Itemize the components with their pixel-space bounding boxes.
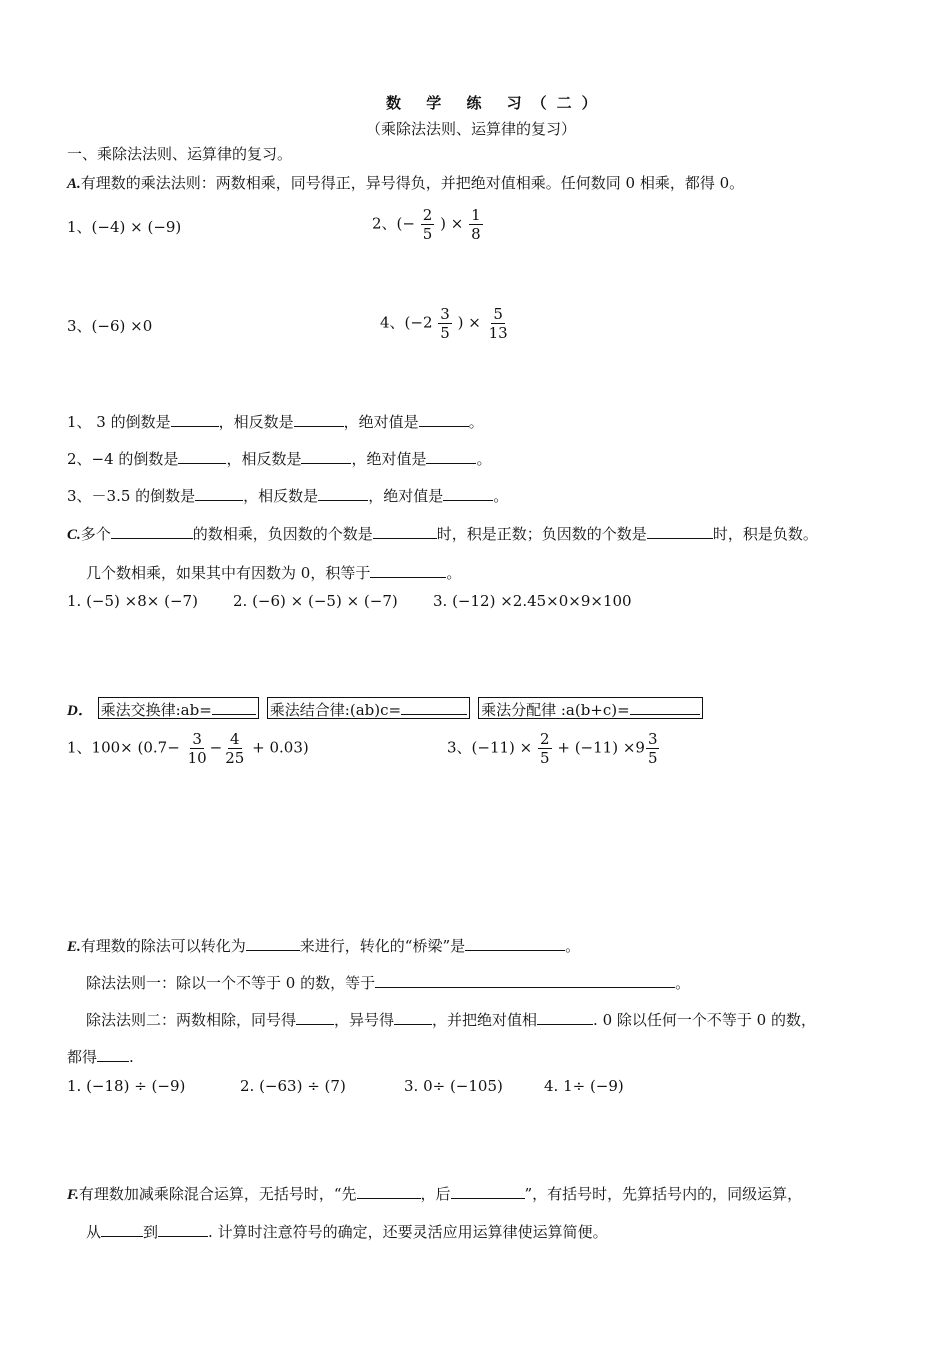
answer-blank[interactable] xyxy=(357,1182,421,1199)
section-heading: 一、乘除法法则、运算律的复习。 xyxy=(67,145,293,163)
text: 3、－3.5 的倒数是 xyxy=(67,487,196,505)
fraction xyxy=(469,206,483,243)
fraction xyxy=(421,206,435,243)
text: 有理数的除法可以转化为 xyxy=(80,937,246,955)
text: . 计算时注意符号的确定，还要灵活应用运算律使运算简便。 xyxy=(208,1223,608,1241)
label-d: D． xyxy=(67,703,93,719)
label-f: F. xyxy=(67,1187,79,1203)
denominator: 5 xyxy=(540,749,550,767)
text: 时，积是负数。 xyxy=(712,525,818,543)
answer-blank[interactable] xyxy=(158,1220,208,1237)
numerator: 3 xyxy=(192,730,202,748)
text: 乘法结合律:(ab)c= xyxy=(269,701,402,719)
text: ) × xyxy=(440,214,464,233)
question-b2 xyxy=(67,447,491,469)
answer-blank[interactable] xyxy=(419,410,469,427)
rule-f-line2 xyxy=(86,1220,608,1242)
numerator: 1 xyxy=(471,206,481,224)
text: 到 xyxy=(143,1223,159,1241)
text: 时，积是正数；负因数的个数是 xyxy=(436,525,647,543)
text: 。 xyxy=(675,974,691,992)
text: 除法法则一：除以一个不等于 0 的数，等于 xyxy=(86,974,376,992)
question-b1 xyxy=(67,410,484,432)
answer-blank[interactable] xyxy=(375,971,675,988)
numerator: 4 xyxy=(230,730,240,748)
problem-a3: 3、(−6) ×0 xyxy=(67,317,153,335)
answer-blank[interactable] xyxy=(97,1045,129,1062)
answer-blank[interactable] xyxy=(465,934,565,951)
answer-blank[interactable] xyxy=(401,698,467,715)
text: 1、 3 的倒数是 xyxy=(67,413,171,431)
rule-c-line1 xyxy=(67,522,818,545)
denominator: 5 xyxy=(647,749,658,767)
fraction xyxy=(438,305,452,342)
answer-blank[interactable] xyxy=(111,522,193,539)
text: 乘法分配律 :a(b+c)= xyxy=(481,701,630,719)
text: 几个数相乘，如果其中有因数为 0，积等于 xyxy=(86,564,371,582)
text: 都得 xyxy=(67,1048,98,1066)
text: ，相反数是 xyxy=(243,487,319,505)
answer-blank[interactable] xyxy=(443,484,493,501)
problem-a1: 1、(−4) × (−9) xyxy=(67,218,182,236)
rule-d xyxy=(67,697,711,721)
problem-d1 xyxy=(67,730,309,767)
text: 2、(− xyxy=(372,214,415,233)
text: 有理数加减乘除混合运算，无括号时，“先 xyxy=(78,1185,357,1203)
answer-blank[interactable] xyxy=(195,484,243,501)
text: ，绝对值是 xyxy=(368,487,444,505)
rule-a xyxy=(67,173,744,194)
text: ，并把绝对值相 xyxy=(432,1011,538,1029)
answer-blank[interactable] xyxy=(647,522,713,539)
problem-e4: 4. 1÷ (−9) xyxy=(544,1077,624,1095)
text: + 0.03) xyxy=(252,738,309,757)
answer-blank[interactable] xyxy=(451,1182,525,1199)
answer-blank[interactable] xyxy=(370,561,446,578)
text: − xyxy=(209,738,223,757)
label-a: A. xyxy=(67,176,81,192)
text: 4、(−2 xyxy=(380,313,433,332)
answer-blank[interactable] xyxy=(426,447,476,464)
text: 乘法交换律:ab= xyxy=(100,701,212,719)
text: ) × xyxy=(457,313,481,332)
problem-e1: 1. (−18) ÷ (−9) xyxy=(67,1077,186,1095)
fraction xyxy=(487,305,510,342)
numerator: 3 xyxy=(440,305,450,323)
problem-e2: 2. (−63) ÷ (7) xyxy=(240,1077,346,1095)
text: 。 xyxy=(468,413,484,431)
rule-e-line3 xyxy=(86,1008,816,1030)
text: + (−11) ×9 xyxy=(557,738,645,757)
text: ”，有括号时，先算括号内的，同级运算， xyxy=(524,1185,803,1203)
rule-e-line2 xyxy=(86,971,690,993)
rule-c-line2 xyxy=(86,561,461,583)
rule-e-line4 xyxy=(67,1045,134,1067)
denominator: 25 xyxy=(225,749,245,767)
answer-blank[interactable] xyxy=(537,1008,593,1025)
rule-e-line1 xyxy=(67,934,580,957)
text: 除法法则二：两数相除，同号得 xyxy=(86,1011,297,1029)
answer-blank[interactable] xyxy=(296,1008,334,1025)
text: ，绝对值是 xyxy=(343,413,419,431)
answer-blank[interactable] xyxy=(394,1008,432,1025)
rule-a-text: 有理数的乘法法则：两数相乘，同号得正，异号得负，并把绝对值相乘。任何数同 0 相乘，都得 0。 xyxy=(80,174,745,192)
text: . 0 除以任何一个不等于 0 的数， xyxy=(593,1011,816,1029)
problem-e3: 3. 0÷ (−105) xyxy=(404,1077,503,1095)
fraction xyxy=(538,730,552,767)
numerator: 5 xyxy=(493,305,503,323)
denominator: 5 xyxy=(422,225,433,243)
text: 1、100× (0.7− xyxy=(67,738,180,757)
text: ，后 xyxy=(420,1185,451,1203)
text: 。 xyxy=(476,450,492,468)
answer-blank[interactable] xyxy=(294,410,344,427)
answer-blank[interactable] xyxy=(212,698,256,715)
answer-blank[interactable] xyxy=(301,447,351,464)
answer-blank[interactable] xyxy=(630,698,700,715)
denominator: 8 xyxy=(471,225,481,243)
denominator: 5 xyxy=(440,324,450,342)
numerator: 2 xyxy=(540,730,550,748)
denominator: 13 xyxy=(488,324,508,342)
problem-c2: 2. (−6) × (−5) × (−7) xyxy=(233,592,398,610)
page-subtitle: （乘除法法则、运算律的复习） xyxy=(366,120,577,138)
answer-blank[interactable] xyxy=(178,447,226,464)
problem-c1: 1. (−5) ×8× (−7) xyxy=(67,592,198,610)
problem-a4 xyxy=(380,305,511,342)
text: 的数相乘，负因数的个数是 xyxy=(192,525,373,543)
fraction xyxy=(223,730,246,767)
text: ，绝对值是 xyxy=(351,450,427,468)
answer-blank[interactable] xyxy=(101,1220,143,1237)
numerator: 3 xyxy=(647,730,658,748)
rule-f-line1 xyxy=(67,1182,802,1205)
answer-blank[interactable] xyxy=(318,484,368,501)
numerator: 2 xyxy=(422,206,433,224)
fraction xyxy=(186,730,209,767)
label-c: C. xyxy=(67,527,81,543)
text: ，相反数是 xyxy=(226,450,302,468)
commutative-law-box xyxy=(98,697,259,719)
answer-blank[interactable] xyxy=(373,522,437,539)
text: 从 xyxy=(86,1223,102,1241)
text: . xyxy=(129,1048,134,1066)
text: 2、−4 的倒数是 xyxy=(67,450,179,468)
text: 。 xyxy=(565,937,581,955)
associative-law-box xyxy=(267,697,470,719)
problem-d3 xyxy=(447,730,660,767)
text: 3、(−11) × xyxy=(447,738,533,757)
problem-a2 xyxy=(372,206,484,243)
text: 来进行，转化的“桥梁”是 xyxy=(299,937,466,955)
answer-blank[interactable] xyxy=(246,934,300,951)
text: 。 xyxy=(493,487,509,505)
text: ，相反数是 xyxy=(218,413,294,431)
text: 多个 xyxy=(80,525,111,543)
problem-c3: 3. (−12) ×2.45×0×9×100 xyxy=(433,592,632,610)
text: ，异号得 xyxy=(334,1011,395,1029)
question-b3 xyxy=(67,484,508,506)
text: 。 xyxy=(446,564,462,582)
answer-blank[interactable] xyxy=(171,410,219,427)
page-title: 数 学 练 习（二） xyxy=(386,94,607,112)
distributive-law-box xyxy=(478,697,703,719)
denominator: 10 xyxy=(187,749,207,767)
label-e: E. xyxy=(67,939,81,955)
fraction xyxy=(646,730,660,767)
